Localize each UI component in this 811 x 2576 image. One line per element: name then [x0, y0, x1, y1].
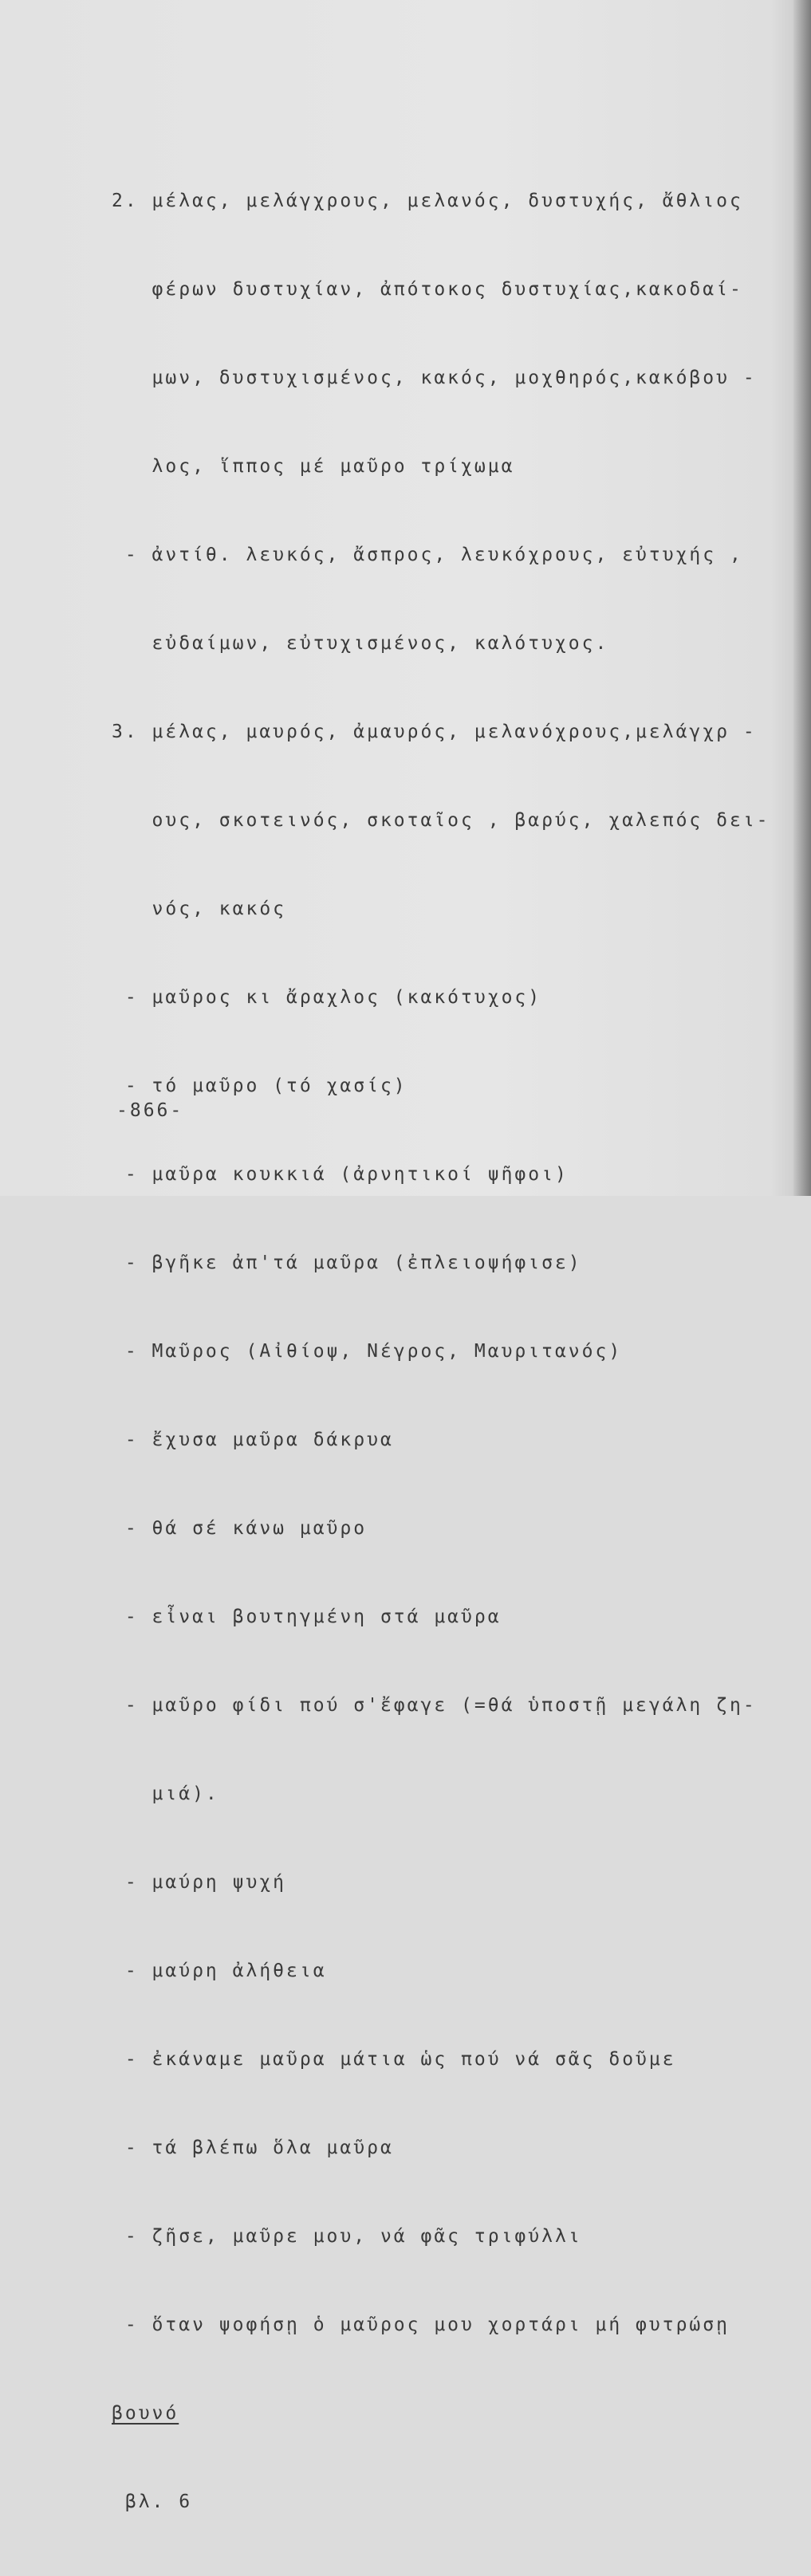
text-line: - ἔχυσα μαῦρα δάκρυα	[112, 1430, 394, 1450]
text-line: - ἀντίθ. λευκός, ἄσπρος, λευκόχρους, εὐτυχής ,	[112, 545, 743, 565]
text-line: - μαύρη ψυχή	[112, 1872, 287, 1893]
text-line: μων, δυστυχισμένος, κακός, μοχθηρός,κακόβου -	[112, 368, 757, 388]
text-line: ους, σκοτεινός, σκοταῖος , βαρύς, χαλεπός δει-	[112, 810, 770, 831]
text-line: - Μαῦρος (Αἰθίοψ, Νέγρος, Μαυριτανός)	[112, 1341, 623, 1362]
book-spine-shadow	[793, 0, 811, 1196]
text-line: 3. μέλας, μαυρός, ἀμαυρός, μελανόχρους,μελάγχρ -	[112, 722, 757, 742]
entry-text	[112, 128, 781, 2576]
crossref-line: βλ. 6	[112, 2491, 193, 2512]
text-line: φέρων δυστυχίαν, ἀπότοκος δυστυχίας,κακοδαί-	[112, 279, 743, 300]
text-line: - μαῦρος κι ἄραχλος (κακότυχος)	[112, 987, 542, 1008]
text-line: νός, κακός	[112, 899, 287, 919]
text-line: - ὅταν ψοφήσῃ ὁ μαῦρος μου χορτάρι μή φυτρώσῃ	[112, 2314, 730, 2335]
text-line: - εἶναι βουτηγμένη στά μαῦρα	[112, 1607, 502, 1627]
text-line: λος, ἵππος μέ μαῦρο τρίχωμα	[112, 456, 515, 477]
text-line: - μαῦρο φίδι πού σ'ἔφαγε (=θά ὑποστῇ μεγάλη ζη-	[112, 1695, 757, 1716]
headword-line	[112, 2399, 781, 2429]
text-line: 2. μέλας, μελάγχρους, μελανός, δυστυχής, ἄθλιος	[112, 191, 743, 211]
text-line: - βγῆκε ἀπ'τά μαῦρα (ἐπλειοψήφισε)	[112, 1253, 582, 1273]
text-line: - ζῆσε, μαῦρε μου, νά φᾶς τριφύλλι	[112, 2226, 582, 2247]
text-line: - τά βλέπω ὅλα μαῦρα	[112, 2137, 394, 2158]
page-number: -866-	[116, 1100, 184, 1121]
text-line: μιά).	[112, 1784, 219, 1804]
text-line: - ἐκάναμε μαῦρα μάτια ὡς πού νά σᾶς δοῦμε	[112, 2049, 676, 2070]
text-line: - θά σέ κάνω μαῦρο	[112, 1518, 368, 1539]
text-line: - τό μαῦρο (τό χασίς)	[112, 1076, 407, 1096]
headword: βουνό	[112, 2403, 179, 2424]
text-line: - μαῦρα κουκκιά (ἀρνητικοί ψῆφοι)	[112, 1164, 569, 1185]
text-line: εὐδαίμων, εὐτυχισμένος, καλότυχος.	[112, 633, 609, 654]
text-line: - μαύρη ἀλήθεια	[112, 1961, 327, 1981]
